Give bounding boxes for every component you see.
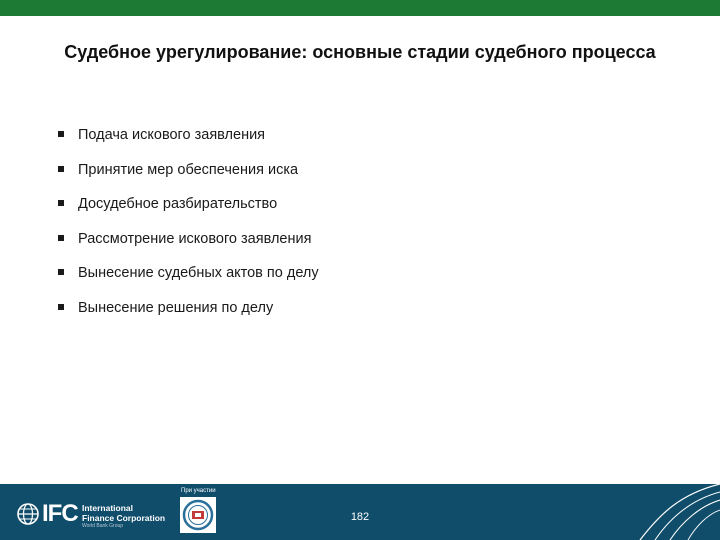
ifc-name — [82, 503, 165, 523]
ifc-name-line1: International — [82, 503, 134, 513]
slide-title: Судебное урегулирование: основные стадии судебного процесса — [64, 42, 656, 62]
bullet-marker-icon — [58, 304, 64, 310]
partner-label: При участии — [181, 488, 216, 494]
ifc-name-line2: Finance Corporation — [82, 513, 166, 523]
bullet-marker-icon — [58, 131, 64, 137]
bullet-item — [58, 262, 319, 297]
bullet-marker-icon — [58, 166, 64, 172]
bullet-item — [58, 193, 319, 228]
bullet-text: Вынесение решения по делу — [78, 299, 274, 316]
page-number: 182 — [350, 511, 370, 523]
bullet-item — [58, 228, 319, 263]
bullet-item — [58, 124, 319, 159]
bullet-text: Вынесение судебных актов по делу — [78, 265, 319, 281]
bullet-item — [58, 159, 319, 194]
bullet-text: Принятие мер обеспечения иска — [78, 161, 299, 178]
bullet-list — [58, 124, 319, 331]
ifc-logo — [16, 500, 176, 530]
footer-bar — [0, 484, 720, 540]
bullet-text: Досудебное разбирательство — [78, 196, 278, 212]
partner-emblem-icon — [180, 497, 216, 533]
bullet-item — [58, 297, 319, 332]
top-accent-bar — [0, 0, 720, 16]
bullet-text: Подача искового заявления — [78, 127, 266, 143]
bullet-marker-icon — [58, 235, 64, 241]
globe-icon — [16, 502, 40, 526]
bullet-marker-icon — [58, 200, 64, 206]
bullet-marker-icon — [58, 269, 64, 275]
bullet-text: Рассмотрение искового заявления — [78, 230, 312, 247]
ifc-subtitle: World Bank Group — [82, 523, 124, 529]
ifc-letters: IFC — [42, 500, 78, 527]
swoosh-decoration — [600, 484, 720, 540]
